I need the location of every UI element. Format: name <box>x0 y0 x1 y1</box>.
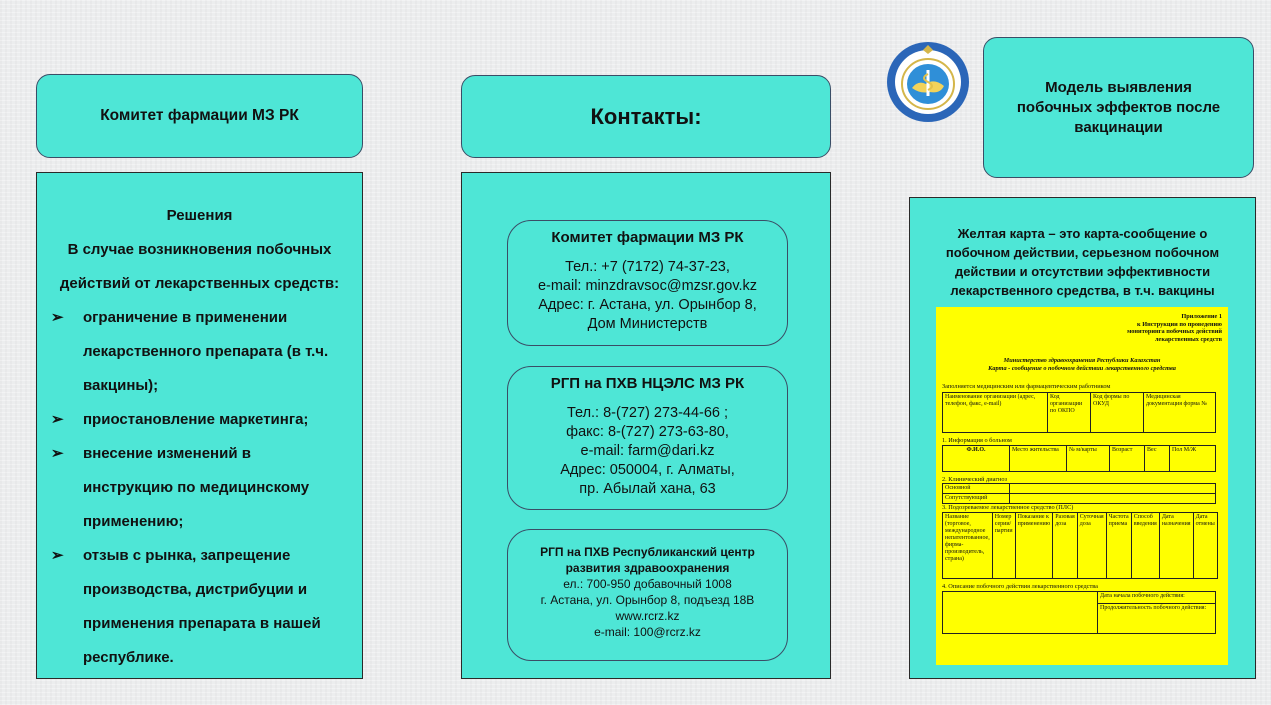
model-title-line: побочных эффектов после <box>1016 98 1221 116</box>
contact-address: Адрес: г. Астана, ул. Орынбор 8, <box>538 297 757 313</box>
contact-title-2: развития здравоохранения <box>565 561 730 575</box>
card-cell: Название (торговое, международное непатентованное, фирма-производитель, страна) <box>943 512 993 578</box>
decision-line: лекарственного препарата (в т.ч. <box>83 343 329 360</box>
card-section-4: 4. Описание побочного действия лекарственного средства <box>942 582 1098 590</box>
decision-item <box>49 403 350 437</box>
card-patient-table <box>942 445 1216 472</box>
yellow-card-desc-line: Желтая карта – это карта-сообщение о <box>957 226 1208 241</box>
card-appendix-line: Приложение 1 <box>1181 313 1222 320</box>
decision-item <box>49 301 350 403</box>
card-cell: Продолжительность побочного действия: <box>1098 603 1216 633</box>
contact-email: e-mail: minzdravsoc@mzsr.gov.kz <box>537 278 758 294</box>
card-cell: Вес <box>1145 445 1170 471</box>
arrow-bullet-icon: ➢ <box>51 309 64 326</box>
card-cell: Код организации по ОКПО <box>1048 393 1091 433</box>
decisions-intro-2: действий от лекарственных средств: <box>59 275 340 292</box>
left-header-title: Комитет фармации МЗ РК <box>100 107 299 124</box>
card-cell: Способ введения <box>1131 512 1159 578</box>
yellow-card-desc-line: побочном действии, серьезном побочном <box>945 245 1220 260</box>
decision-line: ограничение в применении <box>83 309 288 326</box>
contact-address: г. Астана, ул. Орынбор 8, подъезд 18В <box>540 593 755 607</box>
contact-card-ncels <box>507 366 788 510</box>
contact-website: www.rcrz.kz <box>615 609 680 623</box>
contact-email: e-mail: farm@dari.kz <box>580 443 715 459</box>
decision-line: применению; <box>83 513 184 530</box>
card-cell: Дата назначения <box>1159 512 1193 578</box>
decisions-intro-1: В случае возникновения побочных <box>67 241 332 258</box>
model-title-line: Модель выявления <box>1045 78 1192 96</box>
yellow-card-form <box>936 307 1228 665</box>
card-cell: Суточная доза <box>1077 512 1106 578</box>
decision-item <box>49 539 350 675</box>
card-section-3: 3. Подозреваемое лекарственное средство (ПЛС) <box>942 504 1074 512</box>
card-side-table <box>942 591 1216 634</box>
contact-fax: факс: 8-(727) 273-63-80, <box>566 424 729 440</box>
card-title: Карта - сообщение о побочном действии лекарственного средства <box>988 364 1176 372</box>
decision-line: приостановление маркетинга; <box>83 411 309 428</box>
contact-title: РГП на ПХВ Республиканский центр <box>540 545 755 559</box>
decision-line: производства, дистрибуции и <box>83 581 308 598</box>
card-appendix-line: мониторинга побочных действий <box>1127 328 1222 336</box>
card-ministry: Министерство здравоохранения Республики Казахстан <box>1003 357 1161 365</box>
decision-line: отзыв с рынка, запрещение <box>83 547 291 564</box>
card-cell: Медицинская документация форма № <box>1144 393 1216 433</box>
contact-phone: Тел.: +7 (7172) 74-37-23, <box>565 259 730 275</box>
card-cell: Возраст <box>1110 445 1145 471</box>
contacts-header <box>461 75 831 158</box>
card-cell: Разовая доза <box>1053 512 1078 578</box>
yellow-card-description <box>910 198 1255 300</box>
card-cell <box>1010 494 1216 504</box>
card-cell: Номер серии/ партии <box>992 512 1015 578</box>
arrow-bullet-icon: ➢ <box>51 411 64 428</box>
card-cell: № м/карты <box>1067 445 1110 471</box>
decisions-text <box>37 173 362 675</box>
card-cell: Ф.И.О. <box>943 445 1010 471</box>
decision-item <box>49 437 350 539</box>
card-org-table <box>942 392 1216 433</box>
card-drug-table <box>942 512 1218 579</box>
arrow-bullet-icon: ➢ <box>51 445 64 462</box>
yellow-card-desc-line: лекарственного средства, в т.ч. вакцины <box>950 283 1215 298</box>
card-section-2: 2. Клинический диагноз <box>942 475 1007 483</box>
arrow-bullet-icon: ➢ <box>51 547 64 564</box>
card-cell: Основной <box>943 484 1010 494</box>
card-diag-table <box>942 483 1216 504</box>
decisions-heading: Решения <box>166 207 233 224</box>
contacts-header-title: Контакты: <box>590 103 702 129</box>
decision-line: инструкцию по медицинскому <box>83 479 310 496</box>
decision-line: применения препарата в нашей <box>83 615 321 632</box>
contact-phone: ел.: 700-950 добавочный 1008 <box>563 577 732 591</box>
contact-card-committee <box>507 220 788 346</box>
contact-email: e-mail: 100@rcrz.kz <box>594 625 701 639</box>
model-title-line: вакцинации <box>1074 118 1163 136</box>
card-cell: Место жительства <box>1010 445 1067 471</box>
card-cell: Пол М/Ж <box>1170 445 1216 471</box>
card-cell: Код формы по ОКУД <box>1091 393 1144 433</box>
contact-phone: Тел.: 8-(727) 273-44-66 ; <box>566 405 729 421</box>
card-cell <box>1010 484 1216 494</box>
card-cell: Наименование организации (адрес, телефон, факс, e-mail) <box>943 393 1048 433</box>
card-cell: Частота приема <box>1106 512 1131 578</box>
model-title-box <box>983 37 1254 178</box>
contact-address-2: пр. Абылай хана, 63 <box>579 481 716 497</box>
contact-address: Адрес: 050004, г. Алматы, <box>560 462 735 478</box>
card-cell <box>943 591 1098 633</box>
card-appendix-line: лекарственных средств <box>1155 335 1222 343</box>
decision-line: республике. <box>83 649 174 666</box>
card-filled-by: Заполняется медицинским или фармацевтическим работником <box>942 382 1111 390</box>
decision-line: вакцины); <box>83 377 159 394</box>
ministry-emblem-icon <box>885 40 971 124</box>
contact-title: Комитет фармации МЗ РК <box>551 229 744 246</box>
decision-line: внесение изменений в <box>83 445 251 462</box>
left-header <box>36 74 363 158</box>
card-section-1: 1. Информация о больном <box>942 437 1012 445</box>
contact-address-2: Дом Министерств <box>587 316 708 332</box>
yellow-card-desc-line: действии и отсутствии эффективности <box>954 264 1211 279</box>
card-cell: Сопутствующий <box>943 494 1010 504</box>
card-cell: Показание к применению <box>1015 512 1053 578</box>
decisions-list <box>49 301 350 675</box>
decisions-panel <box>36 172 363 679</box>
card-appendix <box>942 313 1222 343</box>
card-cell: Дата начала побочного действия: <box>1098 591 1216 603</box>
contact-title: РГП на ПХВ НЦЭЛС МЗ РК <box>550 375 745 392</box>
card-cell: Дата отмены <box>1193 512 1217 578</box>
card-appendix-line: к Инструкции по проведению <box>1137 320 1222 328</box>
contact-card-rcrz <box>507 529 788 661</box>
